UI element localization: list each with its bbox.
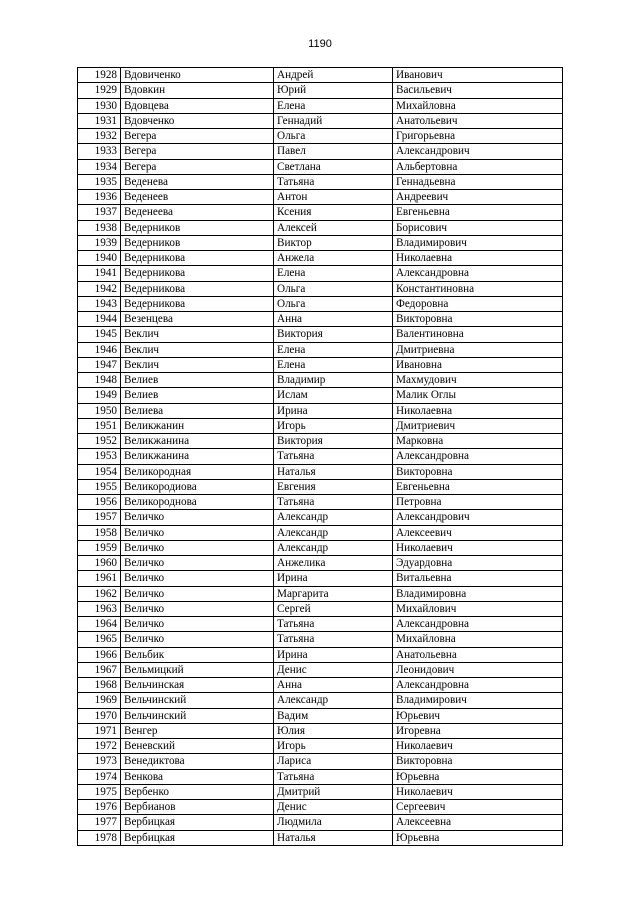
last-name-cell: Вегера [121,159,274,174]
last-name-cell: Величко [121,617,274,632]
patronymic-cell: Викторовна [393,464,563,479]
last-name-cell: Вегера [121,129,274,144]
last-name-cell: Ведерникова [121,251,274,266]
table-row [78,479,563,494]
row-number-cell: 1936 [78,190,121,205]
first-name-cell: Наталья [274,464,393,479]
patronymic-cell: Леонидович [393,662,563,677]
last-name-cell: Величко [121,632,274,647]
last-name-cell: Везенцева [121,312,274,327]
last-name-cell: Величко [121,510,274,525]
row-number-cell: 1954 [78,464,121,479]
last-name-cell: Величко [121,571,274,586]
last-name-cell: Вельчинский [121,693,274,708]
table-row [78,662,563,677]
first-name-cell: Сергей [274,601,393,616]
first-name-cell: Анна [274,678,393,693]
patronymic-cell: Александровна [393,617,563,632]
patronymic-cell: Михайловна [393,98,563,113]
table-row [78,830,563,845]
table-row [78,174,563,189]
patronymic-cell: Владимировна [393,586,563,601]
table-row [78,556,563,571]
patronymic-cell: Александровна [393,678,563,693]
last-name-cell: Величко [121,540,274,555]
last-name-cell: Вельбик [121,647,274,662]
first-name-cell: Елена [274,357,393,372]
table-row [78,647,563,662]
row-number-cell: 1974 [78,769,121,784]
table-row [78,312,563,327]
first-name-cell: Ирина [274,571,393,586]
patronymic-cell: Эдуардовна [393,556,563,571]
first-name-cell: Александр [274,540,393,555]
patronymic-cell: Михайлович [393,601,563,616]
first-name-cell: Юлия [274,723,393,738]
first-name-cell: Татьяна [274,617,393,632]
patronymic-cell: Константиновна [393,281,563,296]
row-number-cell: 1975 [78,784,121,799]
row-number-cell: 1946 [78,342,121,357]
patronymic-cell: Алексеевна [393,815,563,830]
last-name-cell: Величко [121,601,274,616]
first-name-cell: Александр [274,525,393,540]
table-row [78,357,563,372]
patronymic-cell: Анатольевна [393,647,563,662]
first-name-cell: Александр [274,510,393,525]
first-name-cell: Алексей [274,220,393,235]
patronymic-cell: Юрьевич [393,708,563,723]
roster-table-body [78,68,563,846]
last-name-cell: Веклич [121,342,274,357]
last-name-cell: Ведерников [121,235,274,250]
last-name-cell: Вербенко [121,784,274,799]
last-name-cell: Ведерникова [121,266,274,281]
row-number-cell: 1947 [78,357,121,372]
first-name-cell: Андрей [274,68,393,83]
first-name-cell: Ирина [274,647,393,662]
row-number-cell: 1931 [78,113,121,128]
last-name-cell: Ведерникова [121,296,274,311]
patronymic-cell: Евгеньевна [393,479,563,494]
patronymic-cell: Марковна [393,434,563,449]
table-row [78,601,563,616]
patronymic-cell: Махмудович [393,373,563,388]
last-name-cell: Вербицкая [121,815,274,830]
table-row [78,83,563,98]
patronymic-cell: Федоровна [393,296,563,311]
row-number-cell: 1953 [78,449,121,464]
first-name-cell: Ксения [274,205,393,220]
last-name-cell: Ведерникова [121,281,274,296]
row-number-cell: 1958 [78,525,121,540]
patronymic-cell: Александровна [393,449,563,464]
first-name-cell: Анна [274,312,393,327]
last-name-cell: Вегера [121,144,274,159]
patronymic-cell: Евгеньевна [393,205,563,220]
first-name-cell: Татьяна [274,632,393,647]
patronymic-cell: Николаевич [393,739,563,754]
first-name-cell: Ирина [274,403,393,418]
row-number-cell: 1952 [78,434,121,449]
last-name-cell: Велиев [121,388,274,403]
last-name-cell: Веденева [121,174,274,189]
table-row [78,266,563,281]
table-row [78,693,563,708]
patronymic-cell: Владимирович [393,693,563,708]
row-number-cell: 1933 [78,144,121,159]
row-number-cell: 1971 [78,723,121,738]
patronymic-cell: Андреевич [393,190,563,205]
last-name-cell: Величко [121,586,274,601]
row-number-cell: 1955 [78,479,121,494]
patronymic-cell: Викторовна [393,312,563,327]
last-name-cell: Вдовцева [121,98,274,113]
last-name-cell: Вельмицкий [121,662,274,677]
patronymic-cell: Малик Оглы [393,388,563,403]
first-name-cell: Анжелика [274,556,393,571]
last-name-cell: Великороднова [121,495,274,510]
patronymic-cell: Дмитриевна [393,342,563,357]
row-number-cell: 1966 [78,647,121,662]
table-row [78,235,563,250]
row-number-cell: 1964 [78,617,121,632]
table-row [78,586,563,601]
table-row [78,403,563,418]
last-name-cell: Вельчинский [121,708,274,723]
first-name-cell: Геннадий [274,113,393,128]
patronymic-cell: Николаевна [393,403,563,418]
table-row [78,571,563,586]
row-number-cell: 1935 [78,174,121,189]
first-name-cell: Людмила [274,815,393,830]
last-name-cell: Венкова [121,769,274,784]
table-row [78,510,563,525]
table-row [78,190,563,205]
row-number-cell: 1968 [78,678,121,693]
table-row [78,251,563,266]
last-name-cell: Вдовченко [121,113,274,128]
table-row [78,418,563,433]
row-number-cell: 1963 [78,601,121,616]
patronymic-cell: Ивановна [393,357,563,372]
first-name-cell: Александр [274,693,393,708]
table-row [78,800,563,815]
first-name-cell: Татьяна [274,495,393,510]
patronymic-cell: Николаевна [393,251,563,266]
first-name-cell: Дмитрий [274,784,393,799]
page-number: 1190 [308,38,332,50]
patronymic-cell: Николаевич [393,540,563,555]
table-row [78,632,563,647]
patronymic-cell: Алексеевич [393,525,563,540]
last-name-cell: Веклич [121,327,274,342]
row-number-cell: 1948 [78,373,121,388]
row-number-cell: 1959 [78,540,121,555]
first-name-cell: Наталья [274,830,393,845]
first-name-cell: Елена [274,98,393,113]
table-row [78,708,563,723]
row-number-cell: 1973 [78,754,121,769]
table-row [78,220,563,235]
row-number-cell: 1967 [78,662,121,677]
row-number-cell: 1977 [78,815,121,830]
table-row [78,159,563,174]
row-number-cell: 1945 [78,327,121,342]
last-name-cell: Вербианов [121,800,274,815]
table-row [78,68,563,83]
table-row [78,464,563,479]
patronymic-cell: Борисович [393,220,563,235]
table-row [78,617,563,632]
last-name-cell: Великородиова [121,479,274,494]
table-row [78,98,563,113]
row-number-cell: 1942 [78,281,121,296]
last-name-cell: Велиев [121,373,274,388]
patronymic-cell: Михайловна [393,632,563,647]
patronymic-cell: Александровна [393,266,563,281]
first-name-cell: Денис [274,662,393,677]
table-row [78,754,563,769]
table-row [78,129,563,144]
table-row [78,723,563,738]
row-number-cell: 1970 [78,708,121,723]
first-name-cell: Ольга [274,281,393,296]
row-number-cell: 1934 [78,159,121,174]
first-name-cell: Юрий [274,83,393,98]
table-row [78,739,563,754]
table-row [78,388,563,403]
patronymic-cell: Александрович [393,144,563,159]
row-number-cell: 1950 [78,403,121,418]
table-row [78,281,563,296]
table-row [78,815,563,830]
last-name-cell: Величко [121,556,274,571]
row-number-cell: 1962 [78,586,121,601]
row-number-cell: 1939 [78,235,121,250]
first-name-cell: Маргарита [274,586,393,601]
patronymic-cell: Викторовна [393,754,563,769]
table-row [78,296,563,311]
patronymic-cell: Сергеевич [393,800,563,815]
last-name-cell: Велиева [121,403,274,418]
row-number-cell: 1944 [78,312,121,327]
row-number-cell: 1928 [78,68,121,83]
table-row [78,449,563,464]
first-name-cell: Игорь [274,739,393,754]
row-number-cell: 1949 [78,388,121,403]
first-name-cell: Ольга [274,129,393,144]
last-name-cell: Великжанина [121,434,274,449]
first-name-cell: Светлана [274,159,393,174]
patronymic-cell: Григорьевна [393,129,563,144]
last-name-cell: Венгер [121,723,274,738]
last-name-cell: Венедиктова [121,754,274,769]
patronymic-cell: Игоревна [393,723,563,738]
first-name-cell: Татьяна [274,449,393,464]
table-row [78,525,563,540]
patronymic-cell: Иванович [393,68,563,83]
last-name-cell: Вдовкин [121,83,274,98]
last-name-cell: Великжанин [121,418,274,433]
first-name-cell: Елена [274,342,393,357]
patronymic-cell: Витальевна [393,571,563,586]
row-number-cell: 1937 [78,205,121,220]
row-number-cell: 1938 [78,220,121,235]
table-row [78,342,563,357]
first-name-cell: Павел [274,144,393,159]
patronymic-cell: Владимирович [393,235,563,250]
last-name-cell: Веденеева [121,205,274,220]
first-name-cell: Татьяна [274,174,393,189]
row-number-cell: 1956 [78,495,121,510]
table-row [78,784,563,799]
first-name-cell: Виктория [274,434,393,449]
patronymic-cell: Юрьевна [393,830,563,845]
first-name-cell: Игорь [274,418,393,433]
last-name-cell: Вербицкая [121,830,274,845]
last-name-cell: Вельчинская [121,678,274,693]
row-number-cell: 1972 [78,739,121,754]
patronymic-cell: Николаевич [393,784,563,799]
roster-table [77,67,563,846]
last-name-cell: Ведерников [121,220,274,235]
patronymic-cell: Анатольевич [393,113,563,128]
patronymic-cell: Геннадьевна [393,174,563,189]
first-name-cell: Евгения [274,479,393,494]
row-number-cell: 1960 [78,556,121,571]
last-name-cell: Веденеев [121,190,274,205]
row-number-cell: 1929 [78,83,121,98]
table-row [78,144,563,159]
row-number-cell: 1978 [78,830,121,845]
row-number-cell: 1932 [78,129,121,144]
last-name-cell: Величко [121,525,274,540]
table-row [78,769,563,784]
table-row [78,495,563,510]
patronymic-cell: Александрович [393,510,563,525]
table-row [78,327,563,342]
patronymic-cell: Юрьевна [393,769,563,784]
first-name-cell: Владимир [274,373,393,388]
patronymic-cell: Альбертовна [393,159,563,174]
first-name-cell: Ислам [274,388,393,403]
patronymic-cell: Дмитриевич [393,418,563,433]
last-name-cell: Великородная [121,464,274,479]
first-name-cell: Виктория [274,327,393,342]
first-name-cell: Анжела [274,251,393,266]
patronymic-cell: Петровна [393,495,563,510]
first-name-cell: Елена [274,266,393,281]
row-number-cell: 1965 [78,632,121,647]
patronymic-cell: Васильевич [393,83,563,98]
first-name-cell: Лариса [274,754,393,769]
last-name-cell: Великжанина [121,449,274,464]
row-number-cell: 1976 [78,800,121,815]
table-row [78,113,563,128]
row-number-cell: 1951 [78,418,121,433]
patronymic-cell: Валентиновна [393,327,563,342]
table-row [78,434,563,449]
last-name-cell: Веклич [121,357,274,372]
first-name-cell: Виктор [274,235,393,250]
row-number-cell: 1940 [78,251,121,266]
row-number-cell: 1957 [78,510,121,525]
first-name-cell: Денис [274,800,393,815]
last-name-cell: Вдовиченко [121,68,274,83]
first-name-cell: Татьяна [274,769,393,784]
table-row [78,678,563,693]
row-number-cell: 1930 [78,98,121,113]
row-number-cell: 1943 [78,296,121,311]
table-row [78,540,563,555]
first-name-cell: Вадим [274,708,393,723]
row-number-cell: 1961 [78,571,121,586]
first-name-cell: Антон [274,190,393,205]
row-number-cell: 1941 [78,266,121,281]
table-row [78,373,563,388]
first-name-cell: Ольга [274,296,393,311]
row-number-cell: 1969 [78,693,121,708]
table-row [78,205,563,220]
last-name-cell: Веневский [121,739,274,754]
